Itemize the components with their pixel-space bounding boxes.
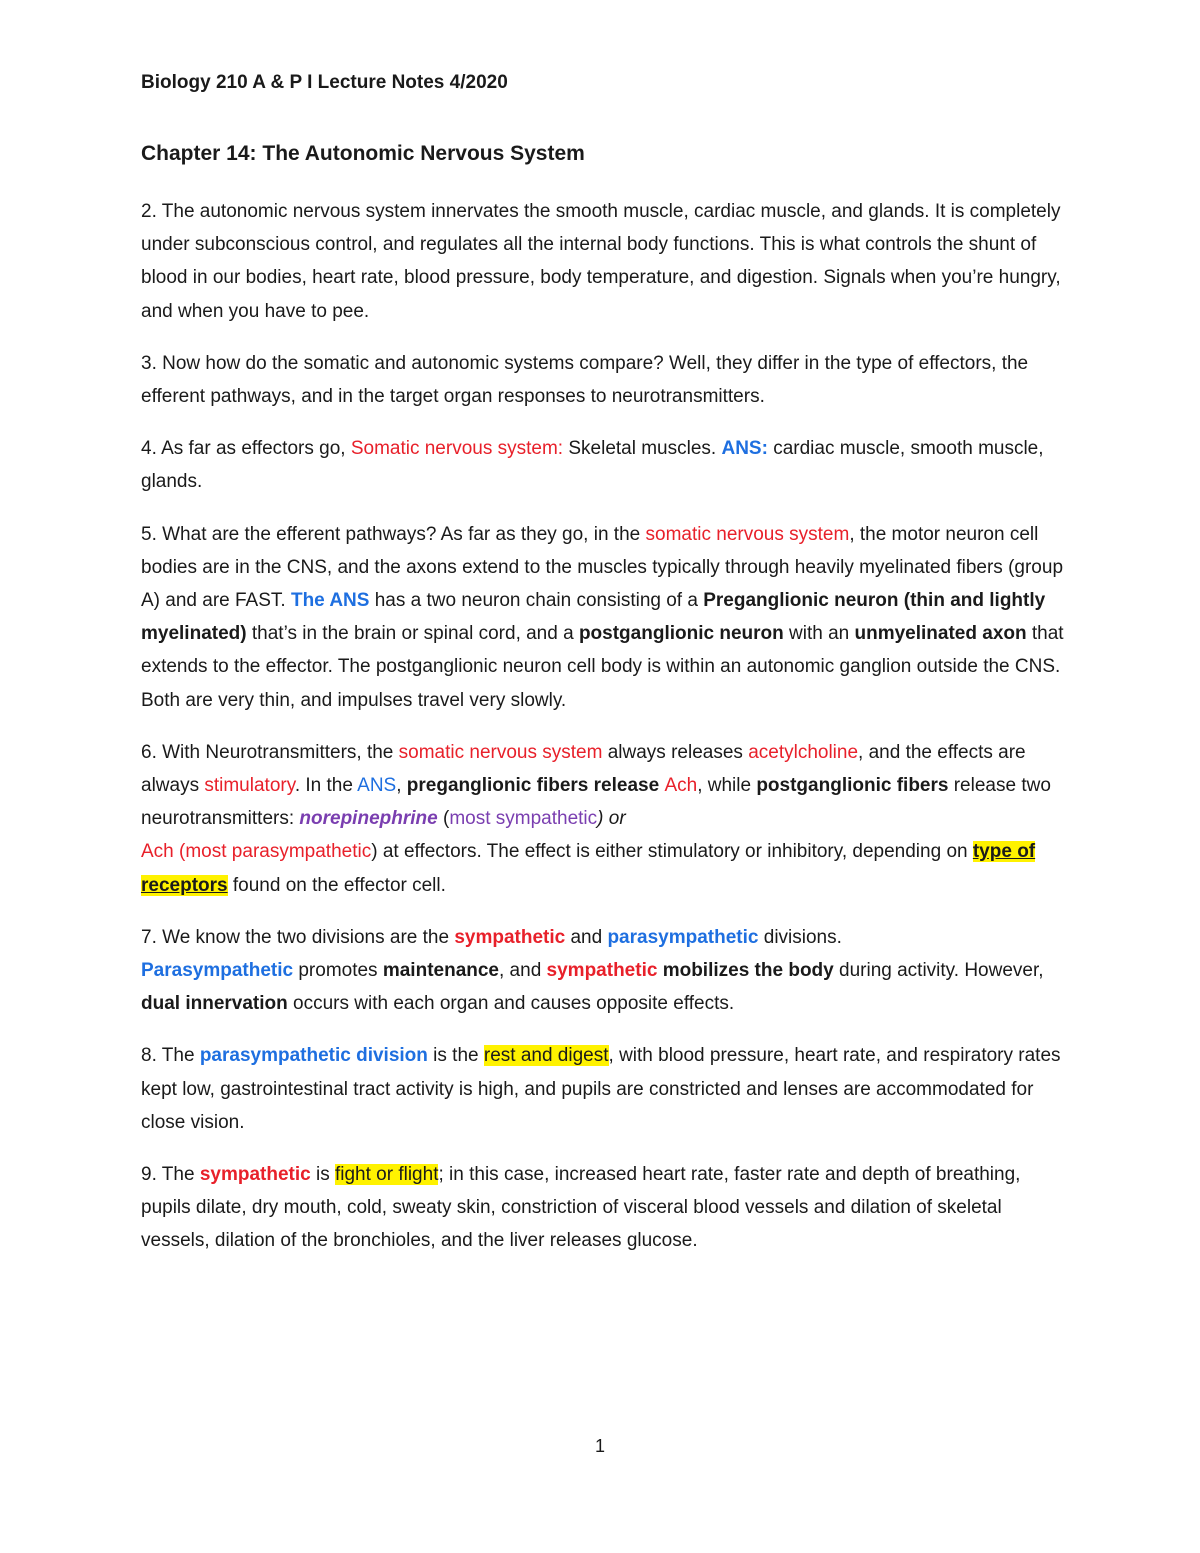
term-fight-or-flight: fight or flight (334, 1164, 439, 1186)
text-run: is the (427, 1045, 484, 1067)
paragraph-8 (141, 1039, 1071, 1139)
term-somatic: Somatic nervous system: (350, 438, 564, 460)
paragraph-3: 3. Now how do the somatic and autonomic systems compare? Well, they differ in the type of effectors, the efferent pathways, and in the target organ responses to neurotransmitters. (141, 352, 1029, 408)
paragraph-9 (141, 1158, 1071, 1258)
text-run: that’s in the brain or spinal cord, and a (246, 623, 579, 645)
text-run: that extends to the effector. The postganglionic neuron cell body is within an autonomic ganglion outside the CNS. Both are very thin, and impulses travel very slowly. (141, 623, 1064, 711)
text-run: , and (499, 960, 547, 982)
page-header: Biology 210 A & P I Lecture Notes 4/2020 (141, 72, 508, 93)
text-run: with an (783, 623, 855, 645)
term-preganglionic-fibers: preganglionic fibers release (406, 775, 665, 797)
term-postganglionic: postganglionic neuron (578, 623, 784, 645)
text-run: promotes (293, 960, 383, 982)
term-parasympathetic: Parasympathetic (141, 960, 294, 982)
text-run: divisions. (758, 926, 842, 948)
text-run: 7. We know the two divisions are the (141, 926, 455, 948)
text-run: ) or (597, 808, 626, 830)
paragraph-5 (141, 518, 1071, 717)
text-run: ( (437, 808, 450, 830)
term-maintenance: maintenance (382, 960, 499, 982)
text-run: during activity. However, (833, 960, 1044, 982)
text-run: release two neurotransmitters: (141, 775, 1051, 830)
term-rest-and-digest: rest and digest (483, 1045, 609, 1067)
term-somatic: somatic nervous system (398, 741, 603, 763)
term-parasympathetic: parasympathetic (607, 926, 759, 948)
chapter-title: Chapter 14: The Autonomic Nervous System (141, 142, 585, 165)
text-run: 5. What are the efferent pathways? As far as they go, in the (141, 523, 646, 545)
text-run: 4. As far as effectors go, (141, 438, 351, 460)
text-run: . In the (294, 775, 358, 797)
text-run: 8. The (141, 1045, 200, 1067)
text-run: , while (697, 775, 757, 797)
text-run: , the motor neuron cell bodies are in the CNS, and the axons extend to the muscles typically through heavily myelinated fibers (group A) and are FAST. (141, 523, 1064, 612)
term-preganglionic: Preganglionic neuron (thin and lightly myelinated) (141, 590, 1046, 645)
text-run: , (396, 775, 407, 797)
text-run: ; in this case, increased heart rate, faster rate and depth of breathing, pupils dilate, dry mouth, cold, sweaty skin, constriction of visceral blood vessels and dilation of skeletal vessels, dilation of the bronchioles, and the liver releases glucose. (141, 1164, 1021, 1252)
text-run: 6. With Neurotransmitters, the (141, 741, 399, 763)
term-sympathetic: sympathetic (199, 1164, 311, 1186)
term-type-of-receptors: type of receptors (141, 841, 1036, 896)
text-run: occurs with each organ and causes opposite effects. (287, 993, 735, 1015)
term-parasympathetic-division: parasympathetic division (199, 1045, 428, 1067)
term-sympathetic: sympathetic (546, 960, 658, 982)
term-acetylcholine: acetylcholine (748, 741, 859, 763)
term-dual-innervation: dual innervation (141, 993, 288, 1015)
page-number: 1 (594, 1436, 605, 1456)
term-ans: The ANS (290, 590, 370, 612)
term-norepinephrine: norepinephrine (299, 808, 438, 830)
term-ach: Ach (664, 775, 698, 797)
text-run: ( (173, 841, 186, 863)
term-unmyelinated: unmyelinated axon (854, 623, 1027, 645)
text-run: , with blood pressure, heart rate, and respiratory rates kept low, gastrointestinal tract activity is high, and pupils are constricted and lenses are accommodated for close vision. (141, 1045, 1061, 1133)
text-run: 9. The (141, 1164, 200, 1186)
term-stimulatory: stimulatory (204, 775, 295, 797)
term-ans: ANS (357, 775, 397, 797)
document-body (141, 195, 1071, 1277)
text-run: cardiac muscle, smooth muscle, glands. (141, 438, 1044, 493)
term-most-sympathetic: most sympathetic (449, 808, 598, 830)
term-somatic: somatic nervous system (645, 523, 850, 545)
term-most-parasympathetic: most parasympathetic (185, 841, 372, 863)
text-run: is (310, 1164, 335, 1186)
term-sympathetic: sympathetic (454, 926, 566, 948)
text-run: and (565, 926, 608, 948)
paragraph-6 (141, 736, 1071, 902)
text-run: , and the effects are always (141, 741, 1026, 797)
text-run: ) at effectors. The effect is either stimulatory or inhibitory, depending on (371, 841, 973, 863)
term-ans: ANS: (721, 438, 768, 460)
term-postganglionic-fibers: postganglionic fibers (756, 775, 949, 797)
paragraph-2: 2. The autonomic nervous system innervates the smooth muscle, cardiac muscle, and glands. It is completely under subconscious control, and regulates all the internal body functions. This is what controls the shunt of blood in our bodies, heart rate, blood pressure, body temperature, and digestion. Signals when you’re hungry, and when you have to pee. (141, 201, 1061, 322)
text-run: always releases (602, 741, 749, 763)
paragraph-4 (141, 432, 1071, 498)
text-run: found on the effector cell. (227, 874, 446, 896)
term-mobilizes: mobilizes the body (662, 960, 834, 982)
paragraph-7 (141, 921, 1071, 1021)
text-run: has a two neuron chain consisting of a (369, 590, 704, 612)
term-ach: Ach (141, 841, 174, 863)
text-run: Skeletal muscles. (563, 438, 722, 460)
